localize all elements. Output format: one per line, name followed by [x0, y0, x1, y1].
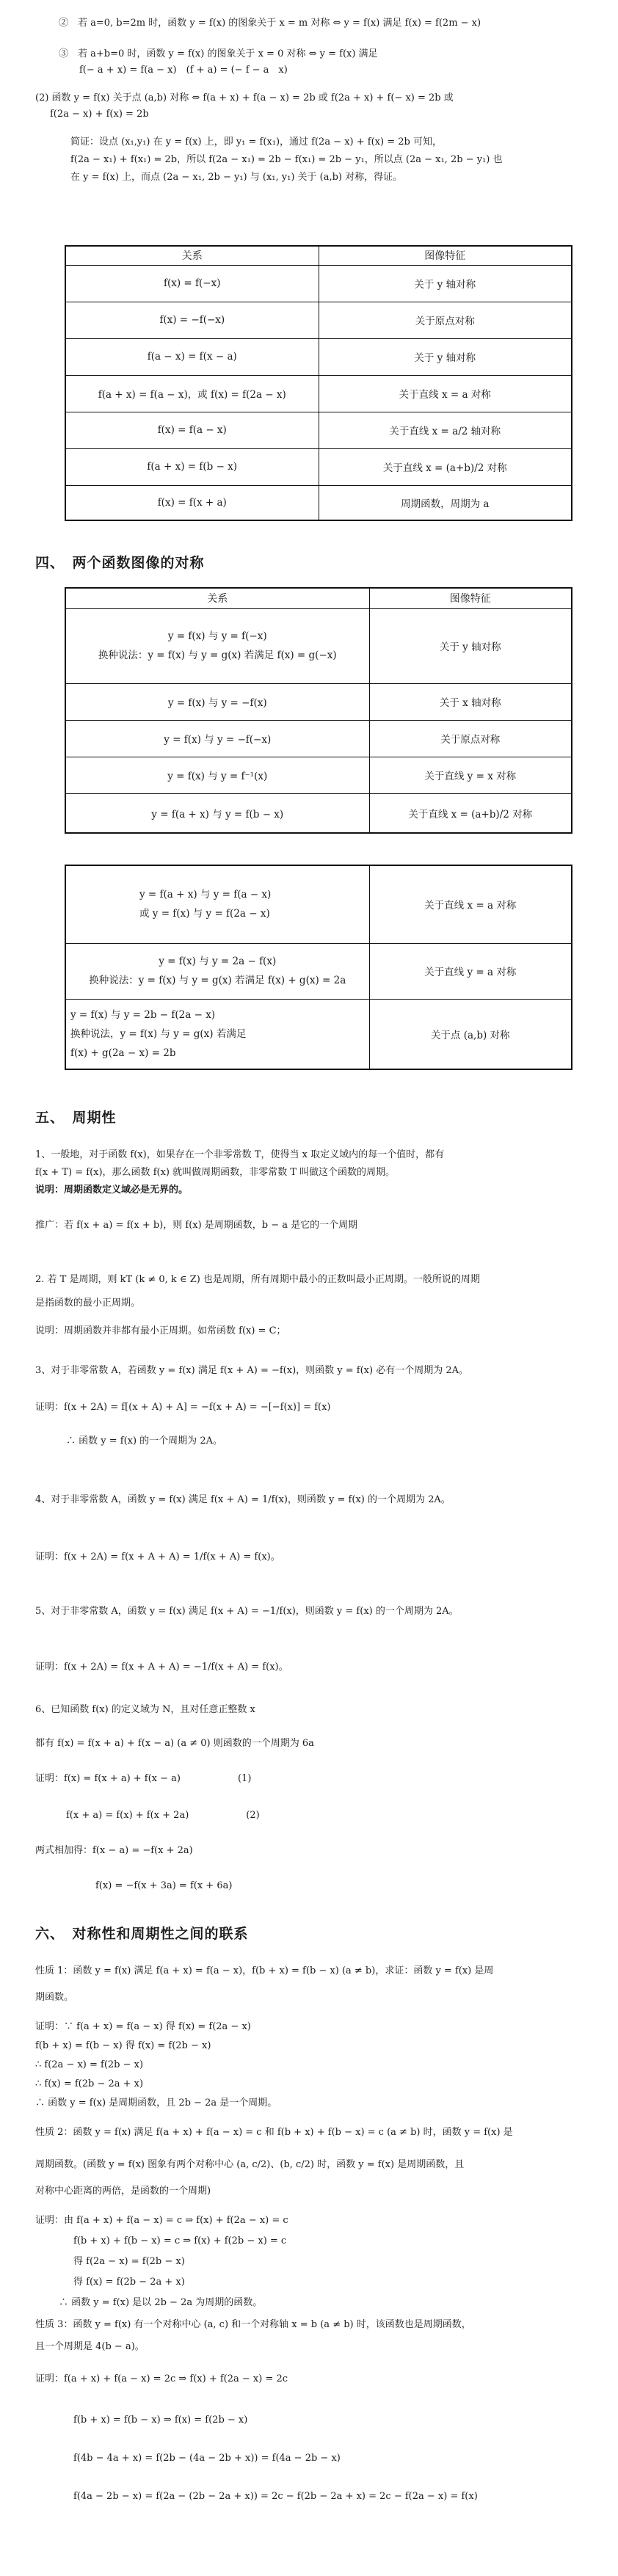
- text-line: 得 f(2a − x) = f(2b − x): [73, 2256, 185, 2267]
- text-line: (2) 函数 y = f(x) 关于点 (a,b) 对称 ⇔ f(a + x) + f(a − x) = 2b 或 f(2a + x) + f(− x) = 2b 或: [35, 92, 454, 103]
- text-line: ② 若 a=0, b=2m 时，函数 y = f(x) 的图象关于 x = m 对称 ⇔ y = f(x) 满足 f(x) = f(2m − x): [59, 18, 481, 29]
- table-row: [65, 412, 572, 448]
- text-line: 且一个周期是 4(b − a)。: [35, 2341, 145, 2352]
- table-cell: 关于原点对称: [369, 720, 572, 757]
- text-line: ∴ 函数 y = f(x) 是以 2b − 2a 为周期的函数。: [59, 2297, 263, 2308]
- text-line: ∴ f(x) = f(2b − 2a + x): [35, 2078, 144, 2089]
- table-header: 关系: [65, 588, 369, 608]
- section-heading: 五、 周期性: [35, 1110, 117, 1126]
- table-cell: 关于 x 轴对称: [369, 683, 572, 720]
- text-line: 1、一般地，对于函数 f(x)，如果存在一个非零常数 T，使得当 x 取定义域内的每一个值时，都有: [35, 1149, 445, 1160]
- text-line: 得 f(x) = f(2b − 2a + x): [73, 2277, 185, 2288]
- text-line: 4、对于非零常数 A，函数 y = f(x) 满足 f(x + A) = 1/f(x)，则函数 y = f(x) 的一个周期为 2A。: [35, 1494, 451, 1505]
- text-line: 期函数。: [35, 1992, 74, 2003]
- text-line: 简证：设点 (x₁,y₁) 在 y = f(x) 上，即 y₁ = f(x₁)，通过 f(2a − x) + f(x) = 2b 可知，: [70, 137, 442, 148]
- table-header: 图像特征: [369, 588, 572, 608]
- table-cell: f(x) = −f(−x): [65, 302, 319, 338]
- text-line: 6、已知函数 f(x) 的定义域为 N，且对任意正整数 x: [35, 1704, 255, 1715]
- table-row: [65, 302, 572, 338]
- table-cell: f(x) = f(a − x): [65, 412, 319, 448]
- text-line: ∴ 函数 y = f(x) 是周期函数，且 2b − 2a 是一个周期。: [35, 2097, 277, 2109]
- text-line: f(2a − x) + f(x) = 2b: [50, 109, 149, 120]
- text-line: 2. 若 T 是周期，则 kT (k ≠ 0, k ∈ Z) 也是周期，所有周期中最小的正数叫最小正周期。一般所说的周期: [35, 1274, 480, 1285]
- text-line: 性质 3：函数 y = f(x) 有一个对称中心 (a, c) 和一个对称轴 x = b (a ≠ b) 时，该函数也是周期函数，: [35, 2319, 471, 2330]
- table-cell: f(x) = f(−x): [65, 265, 319, 302]
- text-line: f(b + x) = f(b − x) 得 f(x) = f(2b − x): [35, 2040, 211, 2051]
- text-line: f(b + x) = f(b − x) ⇒ f(x) = f(2b − x): [73, 2415, 248, 2426]
- text-line: 证明：f(x + 2A) = f(x + A + A) = −1/f(x + A) = f(x)。: [35, 1662, 288, 1673]
- table-row: [65, 265, 572, 302]
- table-cell: f(a − x) = f(x − a): [65, 338, 319, 375]
- table-cell: y = f(x) 与 y = −f(−x): [65, 720, 369, 757]
- text-line: 说明：周期函数定义域必是无界的。: [35, 1185, 189, 1196]
- text-line: 5、对于非零常数 A，函数 y = f(x) 满足 f(x + A) = −1/f(x)，则函数 y = f(x) 的一个周期为 2A。: [35, 1606, 459, 1617]
- text-line: f(4a − 2b − x) = f(2a − (2b − 2a + x)) = 2c − f(2b − 2a + x) = 2c − f(2a − x) = f(x): [73, 2491, 478, 2502]
- text-line: f(x + a) = f(x) + f(x + 2a) (2): [66, 1810, 260, 1821]
- table-cell: y = f(x) 与 y = f(−x) 换种说法：y = f(x) 与 y = g(x) 若满足 f(x) = g(−x): [65, 608, 369, 683]
- table-cell: 关于 y 轴对称: [319, 265, 572, 302]
- table-cell: y = f(a + x) 与 y = f(a − x) 或 y = f(x) 与 y = f(2a − x): [65, 865, 369, 943]
- text-line: 周期函数。(函数 y = f(x) 图象有两个对称中心 (a, c/2)、(b, c/2) 时，函数 y = f(x) 是周期函数，且: [35, 2159, 465, 2170]
- text-line: 性质 2：函数 y = f(x) 满足 f(a + x) + f(a − x) = c 和 f(b + x) + f(b − x) = c (a ≠ b) 时，函数 y = f(x) 是: [35, 2127, 513, 2138]
- symmetry-table-two-functions: [65, 587, 572, 834]
- table-cell: 关于直线 x = (a+b)/2 对称: [369, 793, 572, 833]
- table-header: 图像特征: [319, 246, 572, 265]
- table-cell: 关于直线 x = a 对称: [369, 865, 572, 943]
- table-cell: y = f(x) 与 y = f⁻¹(x): [65, 757, 369, 793]
- table-cell: 关于点 (a,b) 对称: [369, 999, 572, 1069]
- text-line: 证明：f(x + 2A) = f[(x + A) + A] = −f(x + A) = −[−f(x)] = f(x): [35, 1402, 331, 1413]
- table-cell: f(x) = f(x + a): [65, 485, 319, 520]
- table-cell: 关于直线 x = (a+b)/2 对称: [319, 448, 572, 485]
- text-line: 证明：由 f(a + x) + f(a − x) = c ⇒ f(x) + f(2a − x) = c: [35, 2215, 288, 2226]
- table-row: [65, 999, 572, 1069]
- text-line: f(x) = −f(x + 3a) = f(x + 6a): [95, 1880, 233, 1891]
- text-line: 证明：f(x + 2A) = f(x + A + A) = 1/f(x + A) = f(x)。: [35, 1551, 280, 1562]
- table-cell: f(a + x) = f(a − x)，或 f(x) = f(2a − x): [65, 375, 319, 412]
- text-line: f(x + T) = f(x)，那么函数 f(x) 就叫做周期函数，非零常数 T 叫做这个函数的周期。: [35, 1167, 396, 1178]
- table-cell: y = f(a + x) 与 y = f(b − x): [65, 793, 369, 833]
- table-cell: y = f(x) 与 y = 2b − f(2a − x) 换种说法，y = f(x) 与 y = g(x) 若满足 f(x) + g(2a − x) = 2b: [65, 999, 369, 1069]
- text-line: f(2a − x₁) + f(x₁) = 2b，所以 f(2a − x₁) = 2b − f(x₁) = 2b − y₁，所以点 (2a − x₁, 2b − y₁) 也: [70, 154, 503, 165]
- table-cell: 关于 y 轴对称: [319, 338, 572, 375]
- table-cell: 关于 y 轴对称: [369, 608, 572, 683]
- text-line: 说明：周期函数并非都有最小正周期。如常函数 f(x) = C；: [35, 1325, 286, 1336]
- text-line: ③ 若 a+b=0 时，函数 y = f(x) 的图象关于 x = 0 对称 ⇔ y = f(x) 满足: [59, 48, 378, 59]
- table-row: [65, 793, 572, 833]
- text-line: f(− a + x) = f(a − x) (f + a) = (− f − a x): [79, 65, 288, 76]
- text-line: 证明：f(a + x) + f(a − x) = 2c ⇒ f(x) + f(2a − x) = 2c: [35, 2373, 288, 2384]
- table-cell: f(a + x) = f(b − x): [65, 448, 319, 485]
- table-row: [65, 865, 572, 943]
- text-line: ∴ f(2a − x) = f(2b − x): [35, 2059, 144, 2070]
- text-line: 推广：若 f(x + a) = f(x + b)，则 f(x) 是周期函数，b − a 是它的一个周期: [35, 1220, 358, 1231]
- text-line: 3、对于非零常数 A，若函数 y = f(x) 满足 f(x + A) = −f(x)，则函数 y = f(x) 必有一个周期为 2A。: [35, 1365, 468, 1376]
- table-row: [65, 943, 572, 999]
- section-heading: 六、 对称性和周期性之间的联系: [35, 1926, 249, 1942]
- text-line: 两式相加得：f(x − a) = −f(x + 2a): [35, 1845, 193, 1856]
- table-row: [65, 485, 572, 520]
- symmetry-table-two-functions-cont: [65, 865, 572, 1070]
- text-line: f(b + x) + f(b − x) = c ⇒ f(x) + f(2b − x) = c: [73, 2235, 287, 2246]
- table-cell: 关于直线 y = a 对称: [369, 943, 572, 999]
- text-line: 对称中心距离的两倍，是函数的一个周期): [35, 2186, 211, 2197]
- table-row: [65, 608, 572, 683]
- table-row: [65, 757, 572, 793]
- table-cell: 关于原点对称: [319, 302, 572, 338]
- table-row: [65, 720, 572, 757]
- table-cell: y = f(x) 与 y = 2a − f(x) 换种说法：y = f(x) 与 y = g(x) 若满足 f(x) + g(x) = 2a: [65, 943, 369, 999]
- section-heading: 四、 两个函数图像的对称: [35, 555, 205, 571]
- table-cell: y = f(x) 与 y = −f(x): [65, 683, 369, 720]
- table-row: [65, 338, 572, 375]
- table-cell: 周期函数，周期为 a: [319, 485, 572, 520]
- text-line: 是指函数的最小正周期。: [35, 1298, 141, 1309]
- table-header: 关系: [65, 246, 319, 265]
- text-line: 性质 1：函数 y = f(x) 满足 f(a + x) = f(a − x)，f(b + x) = f(b − x) (a ≠ b)，求证：函数 y = f(x) 是周: [35, 1965, 494, 1976]
- table-row: [65, 375, 572, 412]
- symmetry-table-single: [65, 245, 572, 521]
- text-line: f(4b − 4a + x) = f(2b − (4a − 2b + x)) = f(4a − 2b − x): [73, 2453, 341, 2464]
- table-row: [65, 683, 572, 720]
- table-row: [65, 448, 572, 485]
- table-cell: 关于直线 y = x 对称: [369, 757, 572, 793]
- text-line: 都有 f(x) = f(x + a) + f(x − a) (a ≠ 0) 则函数的一个周期为 6a: [35, 1738, 314, 1749]
- table-cell: 关于直线 x = a 对称: [319, 375, 572, 412]
- text-line: 在 y = f(x) 上，而点 (2a − x₁, 2b − y₁) 与 (x₁, y₁) 关于 (a,b) 对称，得证。: [70, 172, 403, 183]
- text-line: 证明：∵ f(a + x) = f(a − x) 得 f(x) = f(2a − x): [35, 2021, 251, 2032]
- table-cell: 关于直线 x = a/2 轴对称: [319, 412, 572, 448]
- text-line: 证明：f(x) = f(x + a) + f(x − a) (1): [35, 1773, 252, 1784]
- text-line: ∴ 函数 y = f(x) 的一个周期为 2A。: [66, 1436, 222, 1447]
